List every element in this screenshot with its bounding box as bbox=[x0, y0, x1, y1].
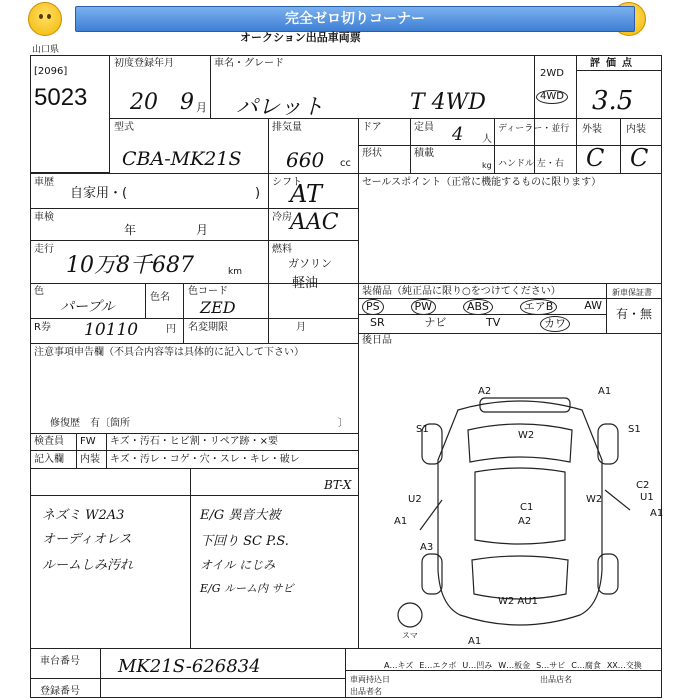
spare-label: スマ bbox=[402, 631, 418, 640]
new-warranty-label: 新車保証書 bbox=[612, 288, 652, 297]
bottom-label-1: 車両持込日 bbox=[350, 675, 390, 684]
equip-ps: PS bbox=[362, 299, 384, 315]
mileage-value: 10万8千687 bbox=[66, 253, 194, 278]
damage-s1-left: S1 bbox=[416, 424, 429, 435]
drive-4wd-label: 4WD bbox=[536, 90, 568, 104]
damage-w2-front: W2 bbox=[518, 430, 535, 441]
car-name-label: 車名・グレード bbox=[214, 58, 284, 69]
car-name-value: パレット bbox=[236, 95, 324, 120]
color-code-label: 色コード bbox=[188, 286, 228, 297]
damage-a2-roof: A2 bbox=[518, 516, 532, 527]
damage-a1-right: A1 bbox=[650, 508, 664, 519]
venue-label: 山口県 bbox=[32, 45, 60, 55]
check-line-1: キズ・汚石・ヒビ割・リペア跡・×要 bbox=[110, 436, 278, 447]
remarks-label: 注意事項申告欄（不具合内容等は具体的に記入して下さい） bbox=[34, 347, 304, 358]
damage-a2-top: A2 bbox=[478, 386, 492, 397]
int-label: 内装 bbox=[626, 124, 646, 135]
paren-close: ) bbox=[255, 186, 261, 201]
repair-history-label: 修復歴 有〔箇所 bbox=[50, 418, 130, 429]
displacement-label: 排気量 bbox=[272, 122, 302, 133]
legend-u: U…凹み bbox=[462, 661, 493, 670]
equip-tv: TV bbox=[486, 316, 501, 329]
name-change-label: 名変期限 bbox=[188, 322, 228, 333]
damage-u2: U2 bbox=[408, 494, 422, 505]
shift-value: AT bbox=[290, 180, 323, 208]
equip-leather: カワ bbox=[540, 316, 570, 332]
score-label: 評価点 bbox=[590, 58, 638, 69]
body-code: BT-X bbox=[324, 478, 352, 492]
chassis-label: 車台番号 bbox=[40, 656, 80, 667]
damage-a1-left: A1 bbox=[394, 516, 408, 527]
legend-w: W…板金 bbox=[498, 661, 531, 670]
damage-s1-right: S1 bbox=[628, 424, 641, 435]
recycle-label: R券 bbox=[34, 322, 51, 333]
legend-e: E…エクボ bbox=[419, 661, 457, 670]
repair-close: 〕 bbox=[338, 418, 348, 429]
model-value: CBA-MK21S bbox=[122, 148, 242, 170]
cc-label: cc bbox=[340, 158, 351, 169]
recycle-fee-value: 10110 bbox=[84, 320, 139, 340]
inspection-label: 車検 bbox=[34, 212, 54, 223]
inspection-year: 年 bbox=[124, 223, 137, 237]
history-label: 車歴 bbox=[34, 177, 54, 188]
ext-grade-value: C bbox=[586, 144, 605, 172]
color-code-value: ZED bbox=[200, 298, 236, 317]
note-right-3: オイル にじみ bbox=[200, 558, 276, 572]
ac-label: 冷房 bbox=[272, 212, 292, 223]
fuel-label: 燃料 bbox=[272, 244, 292, 255]
first-reg-label: 初度登録年月 bbox=[114, 58, 174, 69]
aftermarket-label: 後日品 bbox=[362, 335, 392, 346]
note-left-2: オーディオレス bbox=[42, 532, 132, 547]
yen-label: 円 bbox=[166, 324, 176, 335]
check-line-2: キズ・汚レ・コゲ・穴・スレ・キレ・破レ bbox=[110, 454, 300, 465]
dealer-label: ディーラー・並行 bbox=[498, 124, 570, 134]
reg-no-label: 登録番号 bbox=[40, 686, 80, 697]
light-oil-label: 軽油 bbox=[292, 276, 319, 291]
fw-label: FW bbox=[80, 436, 96, 447]
handle-label: ハンドル 左・右 bbox=[498, 159, 564, 169]
selling-points-label: セールスポイント（正常に機能するものに限ります） bbox=[362, 177, 602, 188]
damage-c1: C1 bbox=[520, 502, 534, 513]
damage-a1-top: A1 bbox=[598, 386, 612, 397]
inspector-label: 検査員 bbox=[34, 436, 64, 447]
color-name-label: 色名 bbox=[150, 292, 170, 303]
corner-banner: 完全ゼロ切りコーナー bbox=[75, 6, 635, 32]
note-left-3: ルームしみ汚れ bbox=[42, 558, 134, 573]
equip-pw: PW bbox=[411, 299, 437, 315]
score-value: 3.5 bbox=[592, 86, 634, 116]
sheet-title: オークション出品車両票 bbox=[240, 31, 361, 44]
mascot-left-icon bbox=[28, 2, 62, 36]
first-reg-month-unit: 月 bbox=[196, 101, 207, 114]
damage-a3: A3 bbox=[420, 542, 434, 553]
equip-abs: ABS bbox=[463, 299, 493, 315]
warranty-yes-no: 有・無 bbox=[616, 307, 653, 321]
equip-aw: AW bbox=[584, 299, 602, 312]
load-label: 積載 bbox=[414, 148, 434, 159]
equipment-row-2 bbox=[370, 316, 570, 332]
shape-label: 形状 bbox=[362, 148, 382, 159]
legend-c: C…腐食 bbox=[571, 661, 601, 670]
chassis-number: MK21S-626834 bbox=[118, 656, 261, 677]
legend-xx: XX…交換 bbox=[606, 661, 642, 670]
note-right-2: 下回り SC P.S. bbox=[200, 534, 289, 549]
int-grade-value: C bbox=[630, 144, 649, 172]
gasoline-label: ガソリン bbox=[288, 257, 332, 270]
jisha-label: 自家用・( bbox=[70, 186, 128, 201]
first-reg-year: 20 bbox=[130, 90, 158, 115]
ac-value: AAC bbox=[290, 210, 339, 235]
equip-airbag: エアB bbox=[520, 299, 558, 315]
equipment-label: 装備品（純正品に限り○をつけてください） bbox=[362, 286, 561, 297]
bottom-label-3: 出品店名 bbox=[540, 675, 572, 684]
damage-a1-bottom: A1 bbox=[468, 636, 482, 647]
displacement-value: 660 bbox=[286, 148, 325, 172]
equip-sr: SR bbox=[370, 316, 385, 329]
name-change-month: 月 bbox=[296, 322, 306, 333]
lot-number: 5023 bbox=[34, 84, 88, 111]
note-right-1: E/G 異音大被 bbox=[200, 508, 281, 523]
model-label: 型式 bbox=[114, 122, 134, 133]
ext-label: 外装 bbox=[582, 124, 602, 135]
legend-a: A…キズ bbox=[384, 661, 414, 670]
color-value: パープル bbox=[60, 299, 115, 315]
equip-navi: ナビ bbox=[424, 316, 447, 329]
color-label: 色 bbox=[34, 286, 44, 297]
car-damage-diagram bbox=[380, 380, 660, 650]
note-right-4: E/G ルーム内 サビ bbox=[200, 582, 294, 595]
inspection-month: 月 bbox=[196, 223, 209, 237]
shift-label: シフト bbox=[272, 177, 302, 188]
equipment-row-1 bbox=[362, 299, 602, 315]
naisou-label: 内装 bbox=[80, 454, 100, 465]
lot-code: [2096] bbox=[34, 66, 68, 77]
first-reg-month: 9 bbox=[180, 90, 194, 115]
damage-w2-right: W2 bbox=[586, 494, 603, 505]
drive-2wd-label: 2WD bbox=[540, 68, 564, 79]
bottom-label-2: 出品者名 bbox=[350, 687, 382, 696]
kg-label: kg bbox=[482, 161, 492, 170]
entry-label: 記入欄 bbox=[34, 454, 64, 465]
damage-c2: C2 bbox=[636, 480, 650, 491]
damage-u1: U1 bbox=[640, 492, 654, 503]
grade-value: T 4WD bbox=[410, 90, 486, 115]
capacity-label: 定員 bbox=[414, 122, 434, 133]
capacity-value: 4 bbox=[452, 124, 464, 145]
note-left-1: ネズミ W2A3 bbox=[42, 508, 125, 523]
damage-w2-au1: W2 AU1 bbox=[498, 596, 538, 607]
doors-label: ドア bbox=[362, 122, 382, 133]
legend-s: S…サビ bbox=[536, 661, 566, 670]
person-label: 人 bbox=[482, 134, 492, 145]
km-label: km bbox=[228, 267, 242, 277]
mileage-label: 走行 bbox=[34, 244, 54, 255]
